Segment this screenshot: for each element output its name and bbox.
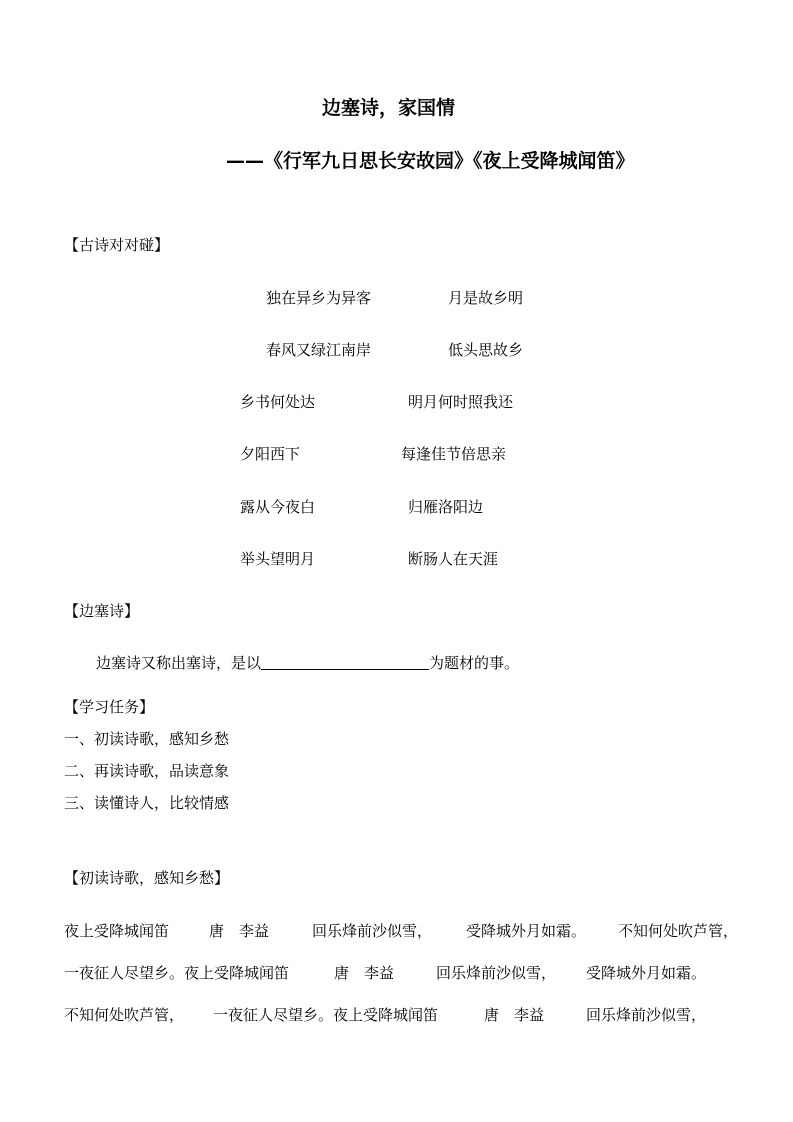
task-item: 三、读懂诗人，比较情感 <box>64 794 230 812</box>
poem-segment: 唐 李益 <box>484 1006 545 1024</box>
definition-sentence <box>96 652 519 673</box>
poem-segment: 一夜征人尽望乡。夜上受降城闻笛 <box>64 964 290 982</box>
page-title: 边塞诗，家国情 <box>322 97 456 119</box>
task-item: 二、再读诗歌，品读意象 <box>64 762 230 780</box>
section-heading-first-reading: 【初读诗歌，感知乡愁】 <box>64 869 230 887</box>
pair-right: 断肠人在天涯 <box>408 550 499 568</box>
poem-segment: 不知何处吹芦管， <box>618 922 739 940</box>
definition-after: 为题材的事。 <box>429 654 520 672</box>
pair-right: 低头思故乡 <box>448 341 524 359</box>
section-heading-tasks: 【学习任务】 <box>64 698 155 716</box>
pair-left: 春风又绿江南岸 <box>266 341 372 359</box>
pair-left: 独在异乡为异客 <box>266 289 372 307</box>
poem-segment: 回乐烽前沙似雪， <box>436 964 557 982</box>
section-heading-poem-match: 【古诗对对碰】 <box>64 236 170 254</box>
poem-segment: 夜上受降城闻笛 <box>64 922 170 940</box>
pair-left: 乡书何处达 <box>240 393 316 411</box>
page-subtitle: ——《行军九日思长安故园》《夜上受降城闻笛》 <box>226 150 635 172</box>
pair-left: 举头望明月 <box>240 550 316 568</box>
fill-in-blank[interactable] <box>261 655 429 670</box>
poem-segment: 唐 李益 <box>209 922 270 940</box>
poem-segment: 不知何处吹芦管， <box>64 1006 185 1024</box>
pair-right: 月是故乡明 <box>448 289 524 307</box>
task-item: 一、初读诗歌，感知乡愁 <box>64 730 230 748</box>
pair-left: 露从今夜白 <box>240 498 316 516</box>
pair-left: 夕阳西下 <box>240 445 301 463</box>
poem-segment: 回乐烽前沙似雪， <box>586 1006 707 1024</box>
poem-segment: 受降城外月如霜。 <box>586 964 707 982</box>
definition-before: 边塞诗又称出塞诗，是以 <box>96 654 262 672</box>
poem-segment: 唐 李益 <box>334 964 395 982</box>
poem-segment: 受降城外月如霜。 <box>466 922 587 940</box>
poem-segment: 回乐烽前沙似雪， <box>312 922 433 940</box>
pair-right: 明月何时照我还 <box>408 393 514 411</box>
section-heading-frontier: 【边塞诗】 <box>64 602 140 620</box>
poem-segment: 一夜征人尽望乡。夜上受降城闻笛 <box>213 1006 439 1024</box>
pair-right: 每逢佳节倍思亲 <box>401 445 507 463</box>
pair-right: 归雁洛阳边 <box>408 498 484 516</box>
